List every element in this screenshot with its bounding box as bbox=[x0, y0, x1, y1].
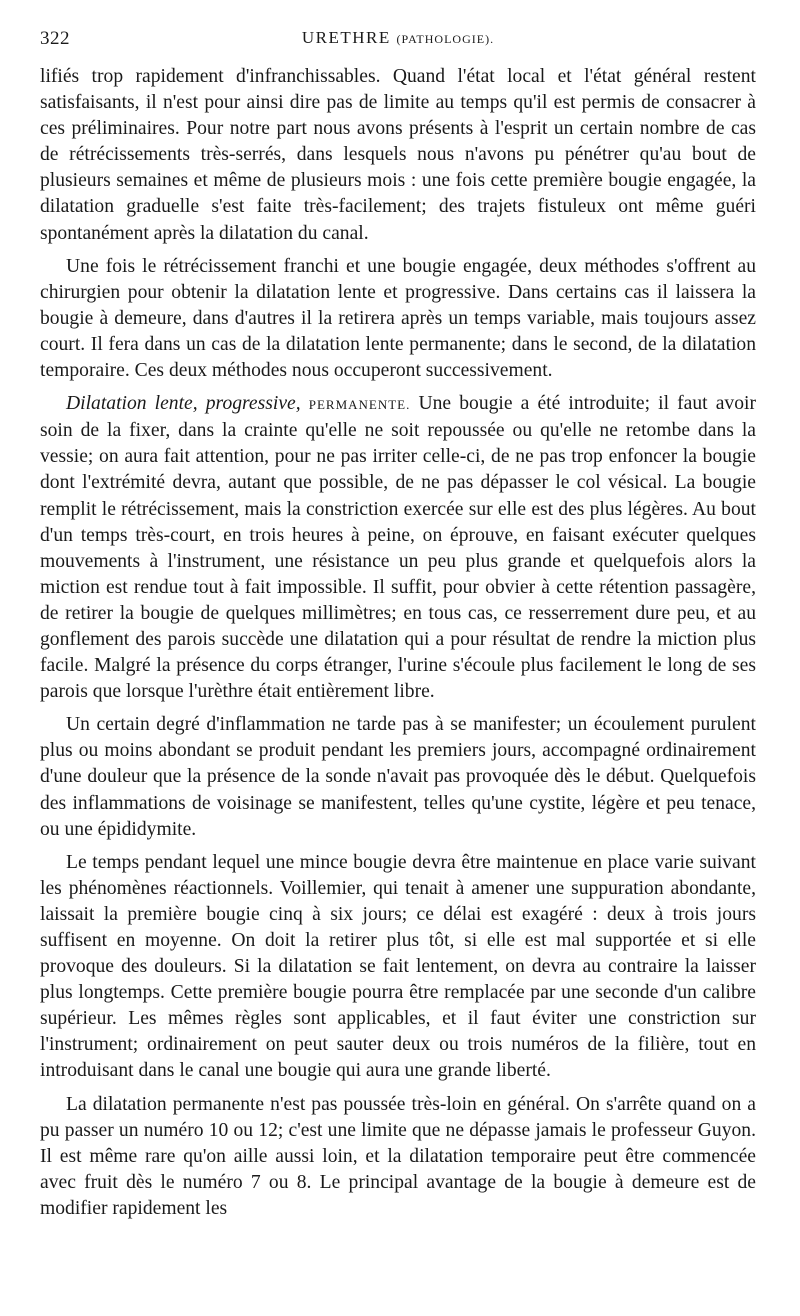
page-header bbox=[40, 28, 756, 58]
book-page bbox=[40, 28, 756, 1222]
body-text bbox=[40, 64, 756, 1222]
section-heading: Dilatation lente, progressive, bbox=[66, 393, 301, 415]
paragraph: lifiés trop rapidement d'infranchissables. Quand l'état local et l'état général restent satisfaisants, il n'est pour ainsi dire pas de limite au temps qu'il est permis de consacrer à ces préliminaires. Pour notre part nous avons présents à l'esprit un certain nombre de cas de rétrécissements très-serrés, dans lesquels nous n'avons pu pénétrer qu'au bout de plusieurs semaines et même de plusieurs mois : une fois cette première bougie engagée, la dilatation graduelle s'est faite très-facilement; des trajets fistuleux ont même guéri spontanément après la dilatation du canal. bbox=[40, 66, 756, 244]
running-title-main: URETHRE bbox=[301, 28, 391, 47]
paragraph: Une fois le rétrécissement franchi et une bougie engagée, deux méthodes s'offrent au chirurgien pour obtenir la dilatation lente et progressive. Dans certains cas il laissera la bougie à demeure, dans d'autres il la retirera après un temps variable, mais toujours assez court. Il fera dans un cas de la dilatation lente permanente; dans le second, de la dilatation temporaire. Ces deux méthodes nous occuperont successivement. bbox=[40, 255, 756, 382]
paragraph-text: Une bougie a été introduite; il faut avoir soin de la fixer, dans la crainte qu'elle ne soit repoussée ou qu'elle ne retombe dans la vessie; on aura fait attention, pour ne pas irriter celle-ci, de ne pas trop enfoncer la bougie dont l'extrémité devra, autant que possible, de ne pas dépasser le col vésical. La bougie remplit le rétrécissement, mais la constriction exercée sur elle est des plus légères. Au bout d'un temps très-court, en trois heures à peine, on éprouve, en faisant exécuter quelques mouvements à l'instrument, une résistance un peu plus grande et quelquefois alors la miction est rendue tout à fait impossible. Il suffit, pour obvier à cette rétention passagère, de retirer la bougie de quelques millimètres; en tous cas, ce resserrement dure peu, et au gonflement des parois succède une dilatation qui a pour résultat de rendre la miction plus facile. Malgré la présence du corps étranger, l'urine s'écoule plus facilement le long de ses parois que lorsque l'urèthre était entièrement libre. bbox=[40, 393, 756, 703]
section-heading-smallcaps: PERMANENTE. bbox=[308, 397, 411, 413]
running-title-sub: (PATHOLOGIE). bbox=[396, 32, 495, 46]
page-number: 322 bbox=[40, 28, 70, 49]
paragraph: Le temps pendant lequel une mince bougie devra être maintenue en place varie suivant les phénomènes réactionnels. Voillemier, qui tenait à amener une suppuration abondante, laissait la première bougie cinq à six jours; ce délai est exagéré : deux à trois jours suffisent en moyenne. On doit la retirer plus tôt, si elle est mal supportée et si elle provoque des douleurs. Si la dilatation se fait lentement, on devra au contraire la laisser plus longtemps. Cette première bougie pourra être remplacée par une seconde d'un calibre supérieur. Les mêmes règles sont applicables, et il faut éviter une constriction sur l'instrument; ordinairement on peut sauter deux ou trois numéros de la filière, tout en introduisant dans le canal une bougie qui aura une grande liberté. bbox=[40, 851, 756, 1082]
paragraph: La dilatation permanente n'est pas poussée très-loin en général. On s'arrête quand on a pu passer un numéro 10 ou 12; c'est une limite que ne dépasse jamais le professeur Guyon. Il est même rare qu'on aille aussi loin, et la dilatation temporaire peut être commencée avec fruit dès le numéro 7 ou 8. Le principal avantage de la bougie à demeure est de modifier rapidement les bbox=[40, 1093, 756, 1219]
running-title bbox=[40, 28, 756, 48]
paragraph bbox=[40, 391, 756, 705]
paragraph: Un certain degré d'inflammation ne tarde pas à se manifester; un écoulement purulent plus ou moins abondant se produit pendant les premiers jours, accompagné ordinairement d'une douleur que la présence de la sonde n'avait pas provoquée dès le début. Quelquefois des inflammations de voisinage se manifestent, telles qu'une cystite, légère et peu tenace, ou une épididymite. bbox=[40, 714, 756, 840]
